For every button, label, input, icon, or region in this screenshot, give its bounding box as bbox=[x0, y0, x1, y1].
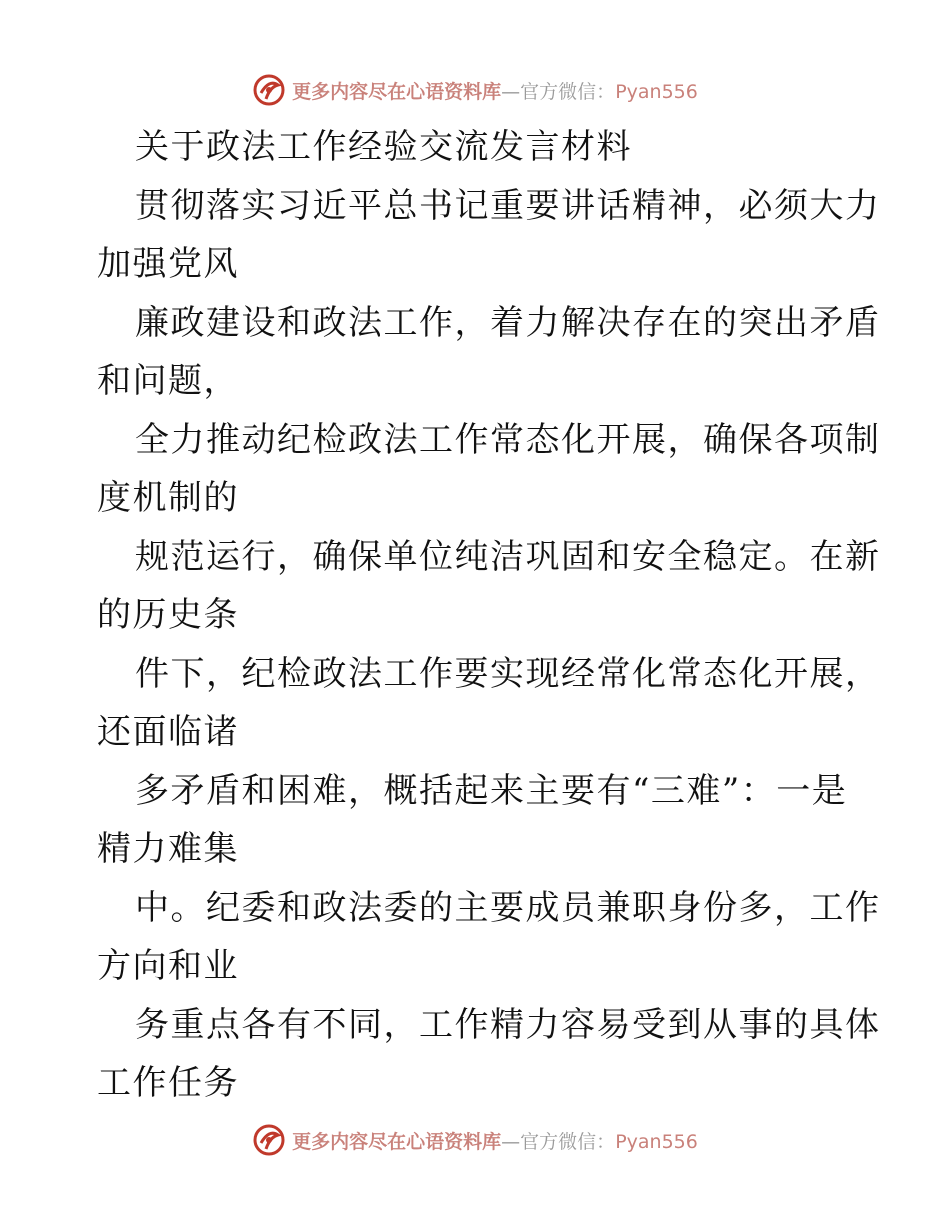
header-banner-text bbox=[292, 77, 698, 104]
text-line: 的历史条 bbox=[97, 595, 239, 635]
footer-banner-account: Pyan556 bbox=[615, 1130, 698, 1153]
header-banner-separator: —官方微信： bbox=[501, 80, 616, 103]
text-line: 和问题， bbox=[97, 361, 239, 401]
text-line: 贯彻落实习近平总书记重要讲话精神，必须大力 bbox=[135, 185, 881, 226]
header-banner-account: Pyan556 bbox=[615, 80, 698, 103]
text-line: 规范运行，确保单位纯洁巩固和安全稳定。在新 bbox=[135, 536, 881, 577]
red-swirl-logo-icon bbox=[252, 73, 286, 107]
footer-banner-text bbox=[292, 1127, 698, 1154]
header-banner bbox=[0, 70, 950, 110]
text-line: 还面临诸 bbox=[97, 712, 239, 752]
text-line: 工作任务 bbox=[97, 1063, 239, 1103]
footer-banner bbox=[0, 1120, 950, 1160]
text-line: 方向和业 bbox=[97, 946, 239, 986]
text-line: 件下，纪检政法工作要实现经常化常态化开展， bbox=[135, 653, 881, 694]
text-line: 务重点各有不同，工作精力容易受到从事的具体 bbox=[135, 1004, 881, 1045]
footer-banner-inner bbox=[252, 1123, 698, 1157]
footer-banner-separator: —官方微信： bbox=[501, 1130, 616, 1153]
document-title: 关于政法工作经验交流发言材料 bbox=[135, 127, 632, 167]
header-banner-main: 更多内容尽在心语资料库 bbox=[292, 80, 502, 103]
text-line: 全力推动纪检政法工作常态化开展，确保各项制 bbox=[135, 419, 881, 460]
document-body bbox=[97, 118, 881, 1113]
red-swirl-logo-icon bbox=[252, 1123, 286, 1157]
text-line: 廉政建设和政法工作，着力解决存在的突出矛盾 bbox=[135, 302, 881, 343]
text-line: 加强党风 bbox=[97, 244, 239, 284]
text-line: 多矛盾和困难，概括起来主要有“三难”：一是 bbox=[135, 770, 848, 811]
footer-banner-main: 更多内容尽在心语资料库 bbox=[292, 1130, 502, 1153]
text-line: 度机制的 bbox=[97, 478, 239, 518]
text-line: 中。纪委和政法委的主要成员兼职身份多，工作 bbox=[135, 887, 881, 928]
header-banner-inner bbox=[252, 73, 698, 107]
text-line: 精力难集 bbox=[97, 829, 239, 869]
